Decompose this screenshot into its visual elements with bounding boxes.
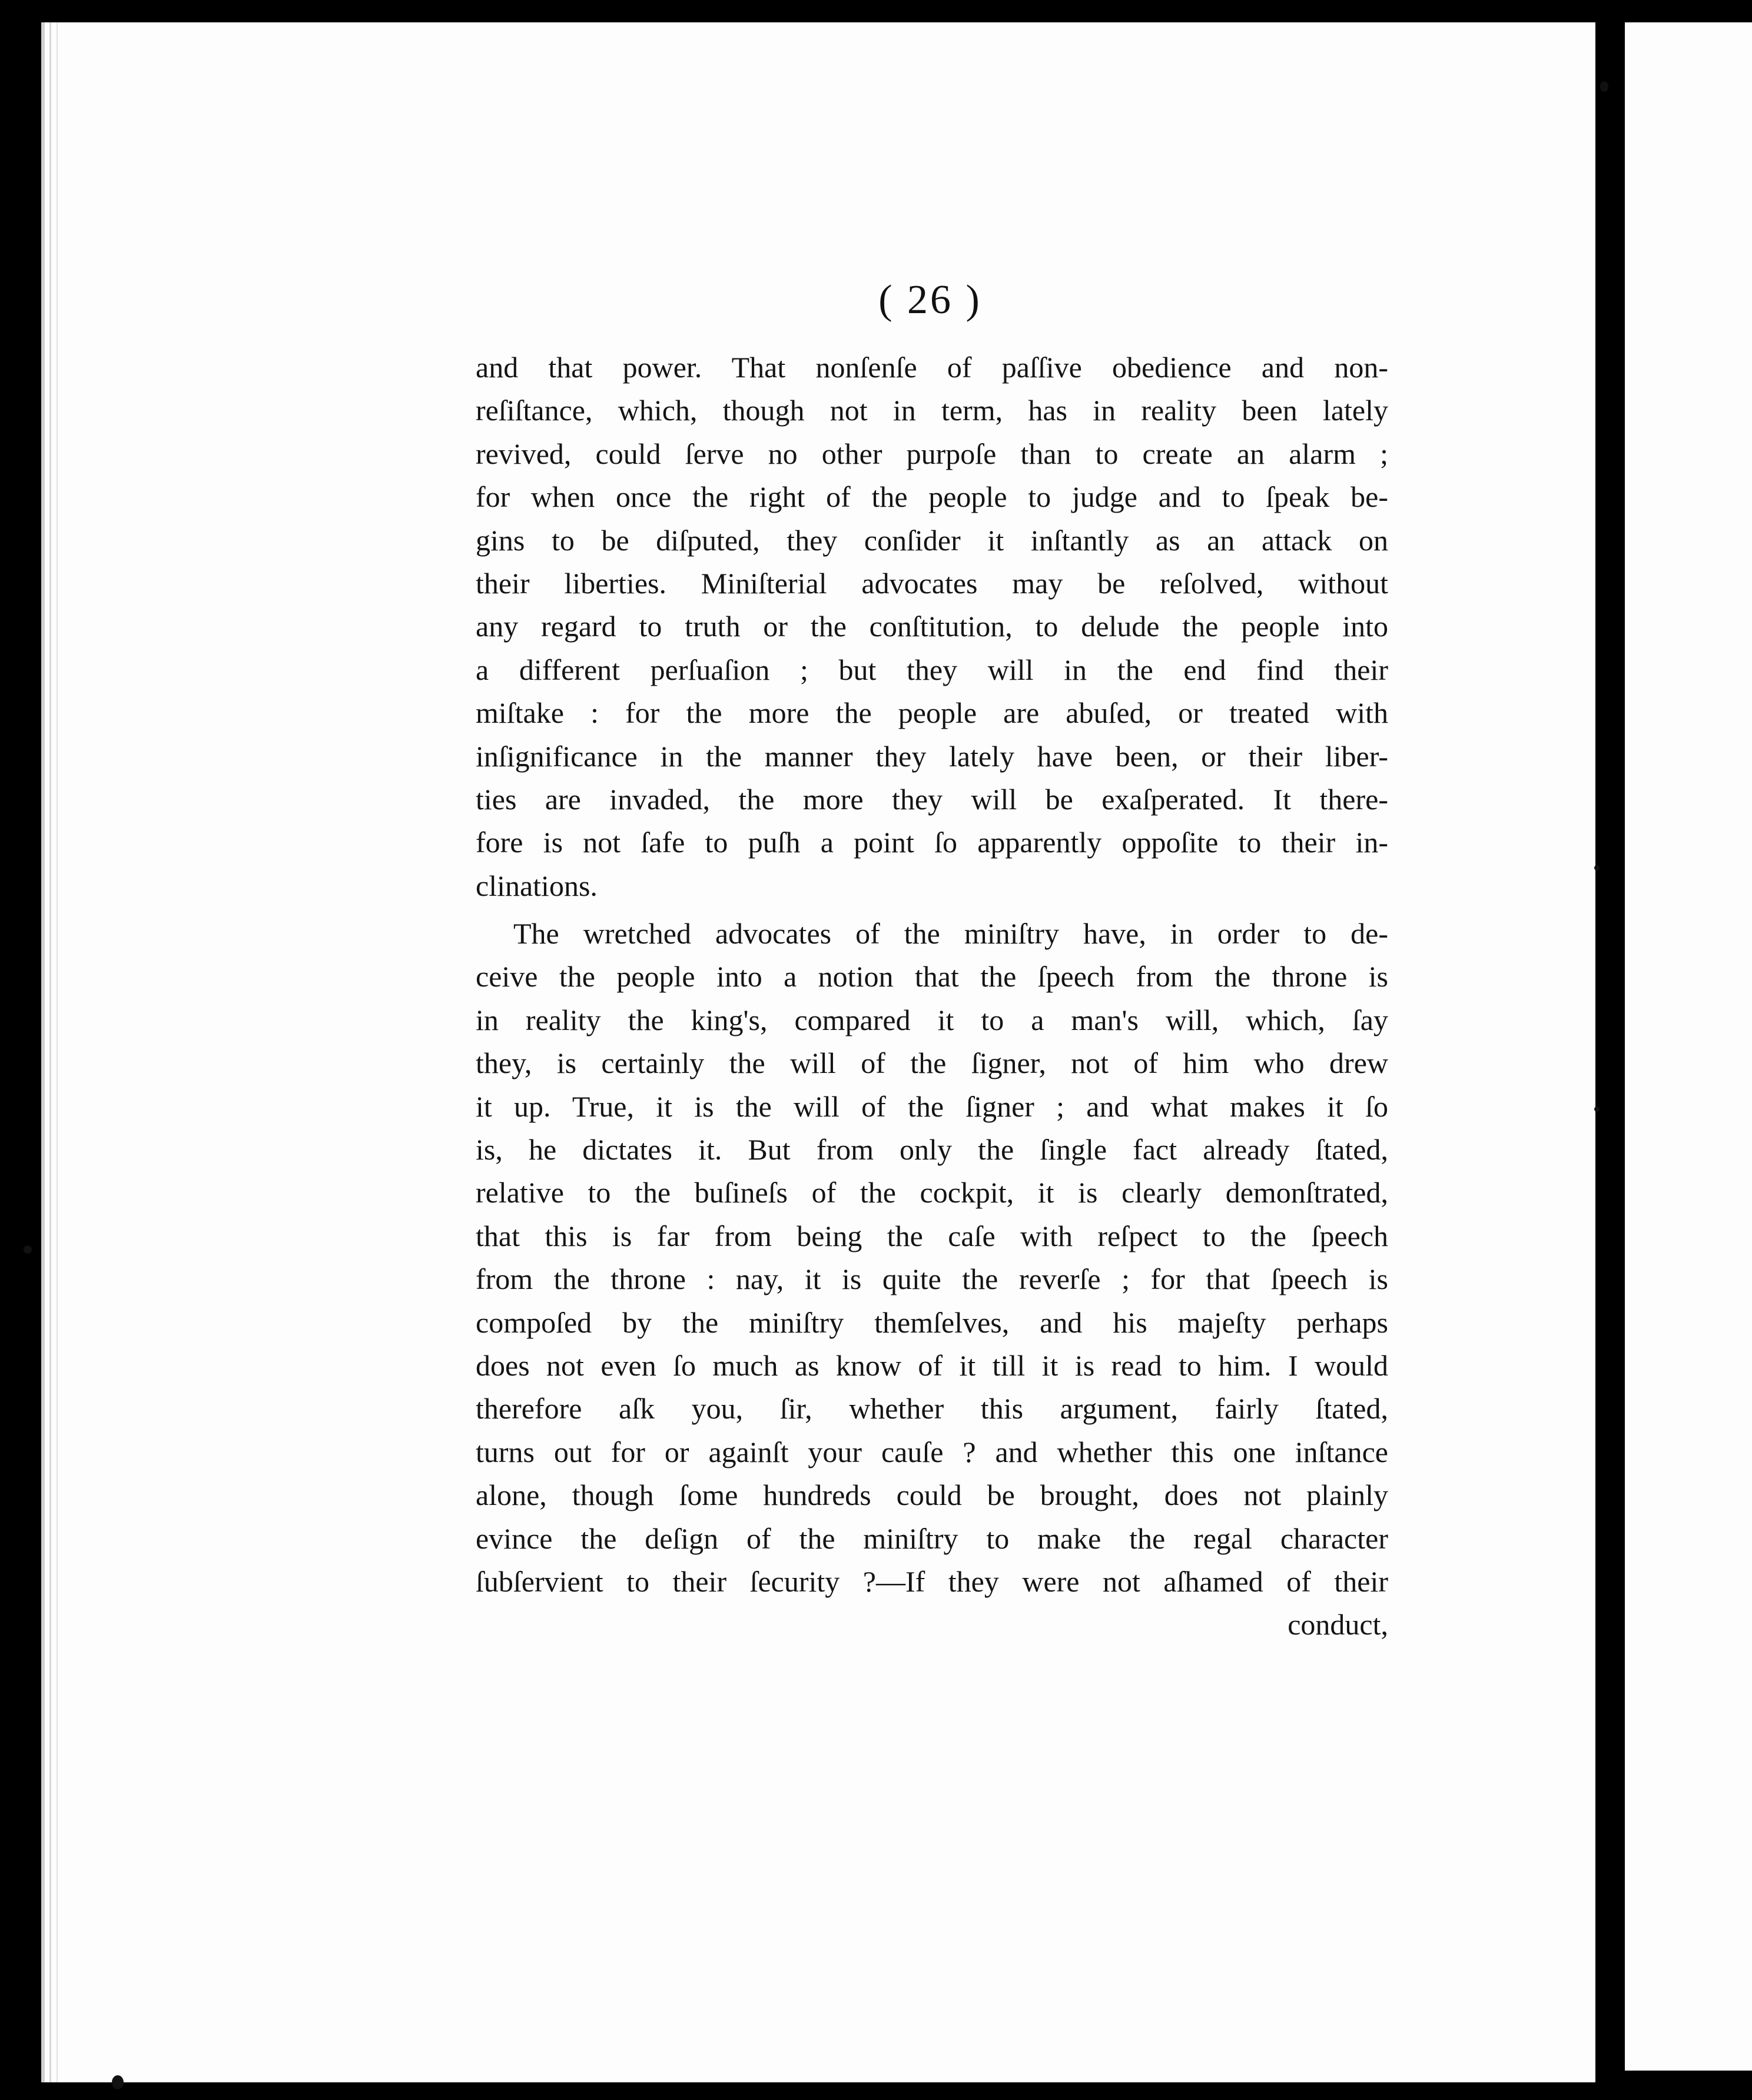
page-edge [41,22,45,2082]
text-line: alone, though ſome hundreds could be brought, does not plainly [476,1478,1388,1512]
text-line: revived, could ſerve no other purpoſe than to create an alarm ; [476,437,1388,470]
text-line: does not even ſo much as know of it till it is read to him. I would [476,1348,1388,1382]
facing-page [1625,22,1752,2071]
text-line: ſubſervient to their ſecurity ?—If they were not aſhamed of their [476,1564,1388,1598]
text-line: inſignificance in the manner they lately have been, or their liber- [476,739,1388,773]
gutter [1595,22,1625,2082]
catchword: conduct, [1288,1608,1388,1642]
text-line: The wretched advocates of the miniſtry have, in order to de- [513,917,1388,951]
scan-speck [1594,1107,1600,1112]
scan-speck [112,2075,124,2089]
body-text [476,346,1388,1647]
paragraph-gap [476,908,1388,912]
text-line: therefore aſk you, ſir, whether this argument, fairly ſtated, [476,1392,1388,1426]
text-line: from the throne : nay, it is quite the reverſe ; for that ſpeech is [476,1262,1388,1296]
text-line: that this is far from being the caſe with reſpect to the ſpeech [476,1219,1388,1252]
paragraph-1 [476,346,1388,908]
paragraph-2 [476,912,1388,1603]
text-line: gins to be diſputed, they conſider it inſtantly as an attack on [476,523,1388,557]
text-line: miſtake : for the more the people are abuſed, or treated with [476,696,1388,730]
page-number: ( 26 ) [878,277,982,323]
text-line: any regard to truth or the conſtitution, to delude the people into [476,610,1388,643]
text-line: turns out for or againſt your cauſe ? and whether this one inſtance [476,1435,1388,1468]
text-line: compoſed by the miniſtry themſelves, and his majeſty perhaps [476,1305,1388,1339]
scan-speck [1600,81,1608,92]
text-line: in reality the king's, compared it to a man's will, which, ſay [476,1003,1388,1036]
text-line: a different perſuaſion ; but they will in the end find their [476,653,1388,686]
text-line: relative to the buſineſs of the cockpit, it is clearly demonſtrated, [476,1176,1388,1210]
text-line: is, he dictates it. But from only the ſingle fact already ſtated, [476,1133,1388,1167]
text-line: ties are invaded, the more they will be exaſperated. It there- [476,782,1388,816]
text-line: their liberties. Miniſterial advocates may be reſolved, without [476,566,1388,600]
page-edge [49,22,51,2082]
text-line: reſiſtance, which, though not in term, has in reality been lately [476,394,1388,427]
text-line: evince the deſign of the miniſtry to make the regal character [476,1521,1388,1555]
text-line: fore is not ſafe to puſh a point ſo apparently oppoſite to their in- [476,826,1388,859]
text-line: and that power. That nonſenſe of paſſive obedience and non- [476,351,1388,384]
page-edge [57,22,58,2082]
text-line: it up. True, it is the will of the ſigner ; and what makes it ſo [476,1089,1388,1123]
text-line: ceive the people into a notion that the ſpeech from the throne is [476,960,1388,993]
text-line: they, is certainly the will of the ſigner, not of him who drew [476,1046,1388,1080]
scan-speck [1594,865,1600,870]
text-line: clinations. [476,869,598,902]
text-line: for when once the right of the people to judge and to ſpeak be- [476,480,1388,514]
scan-speck [24,1245,32,1254]
